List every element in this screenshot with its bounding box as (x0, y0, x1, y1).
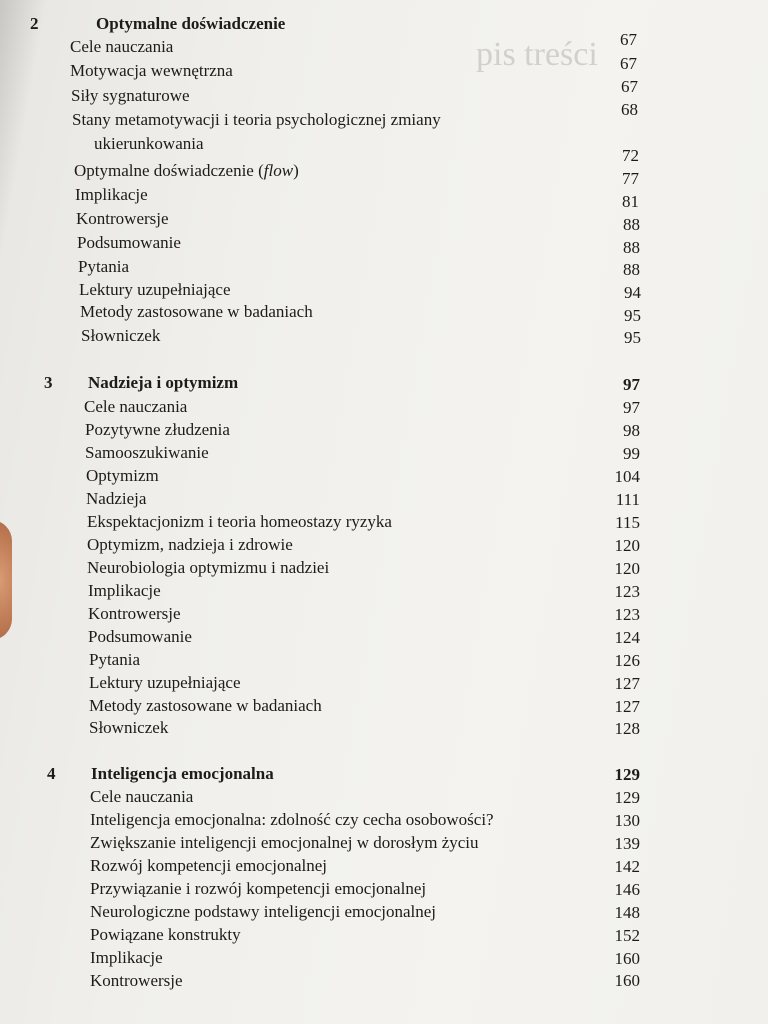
chapter-title: Optymalne doświadczenie (96, 14, 286, 33)
entry-title: Neurologiczne podstawy inteligencji emocjonalnej (90, 902, 437, 921)
toc-entry (90, 833, 479, 853)
entry-title: Implikacje (75, 185, 148, 204)
entry-title: Inteligencja emocjonalna: zdolność czy cecha osobowości? (90, 810, 494, 829)
entry-page: 123 (614, 582, 640, 601)
chapter-heading (47, 764, 274, 784)
toc-entry (89, 673, 241, 693)
entry-title: Podsumowanie (77, 233, 181, 252)
chapter-title: Inteligencja emocjonalna (91, 764, 274, 783)
entry-title: Motywacja wewnętrzna (70, 61, 233, 80)
entry-title: Cele nauczania (70, 37, 174, 56)
chapter-title: Nadzieja i optymizm (88, 373, 239, 392)
entry-title: Pytania (89, 650, 140, 669)
toc-entry (90, 810, 494, 830)
toc-entry (88, 604, 181, 624)
entry-title: Siły sygnaturowe (71, 86, 190, 105)
entry-title: Nadzieja (86, 489, 147, 508)
show-through-heading: pis treści (476, 36, 598, 73)
entry-page: 68 (621, 100, 638, 119)
toc-entry (90, 925, 241, 945)
toc-entry (74, 161, 299, 181)
entry-title: Optymizm (86, 466, 159, 485)
entry-title: Pozytywne złudzenia (85, 420, 230, 439)
entry-title: Samooszukiwanie (85, 443, 209, 462)
entry-title: Słowniczek (89, 718, 169, 737)
toc-entry (90, 948, 163, 968)
entry-title: Podsumowanie (88, 627, 192, 646)
entry-page: 124 (614, 628, 640, 647)
entry-page: 104 (614, 467, 640, 486)
entry-page: 148 (614, 903, 640, 922)
toc-entry (70, 61, 233, 81)
entry-page: 97 (623, 398, 640, 417)
toc-entry (88, 581, 161, 601)
entry-title: Słowniczek (81, 326, 161, 345)
toc-entry (90, 902, 436, 922)
entry-page: 88 (623, 215, 640, 234)
entry-page: 128 (614, 719, 640, 738)
toc-entry (78, 257, 129, 277)
entry-page: 142 (614, 857, 640, 876)
toc-entry (70, 37, 173, 57)
entry-title-continuation: ukierunkowania (94, 134, 204, 153)
chapter-number: 2 (30, 14, 39, 33)
toc-entry (89, 650, 140, 670)
entry-page: 115 (615, 513, 640, 532)
entry-title: Kontrowersje (88, 604, 181, 623)
entry-page: 72 (622, 146, 639, 165)
entry-page: 127 (614, 697, 640, 716)
toc-entry (80, 302, 313, 322)
entry-title: Optymizm, nadzieja i zdrowie (87, 535, 293, 554)
toc-entry (81, 326, 160, 346)
chapter-heading (30, 14, 285, 34)
toc-entry (90, 879, 426, 899)
toc-entry (87, 512, 392, 532)
entry-page: 146 (614, 880, 640, 899)
chapter-page: 129 (614, 765, 640, 784)
entry-title: Neurobiologia optymizmu i nadziei (87, 558, 330, 577)
entry-page: 129 (614, 788, 640, 807)
entry-title: Przywiązanie i rozwój kompetencji emocjonalnej (90, 879, 427, 898)
entry-title: Ekspektacjonizm i teoria homeostazy ryzyka (87, 512, 392, 531)
entry-page: 127 (614, 674, 640, 693)
toc-entry (86, 466, 159, 486)
entry-page: 152 (614, 926, 640, 945)
entry-title: Lektury uzupełniające (89, 673, 241, 692)
entry-page: 81 (622, 192, 639, 211)
entry-page: 130 (614, 811, 640, 830)
entry-title: Kontrowersje (90, 971, 183, 990)
toc-entry (89, 696, 322, 716)
entry-page: 160 (614, 949, 640, 968)
toc-entry (86, 489, 146, 509)
entry-title: Pytania (78, 257, 129, 276)
toc-entry (85, 443, 209, 463)
toc-entry (84, 397, 187, 417)
chapter-page: 97 (623, 375, 640, 394)
entry-page: 120 (614, 559, 640, 578)
toc-entry (77, 233, 181, 253)
entry-title: Metody zastosowane w badaniach (89, 696, 322, 715)
toc-entry (90, 971, 183, 991)
toc-entry (90, 787, 193, 807)
entry-page: 95 (624, 306, 641, 325)
entry-title: Rozwój kompetencji emocjonalnej (90, 856, 327, 875)
entry-page: 95 (624, 328, 641, 347)
entry-page: 126 (614, 651, 640, 670)
entry-title: Lektury uzupełniające (79, 280, 231, 299)
entry-title: Cele nauczania (84, 397, 188, 416)
entry-page: 88 (623, 238, 640, 257)
toc-entry (89, 718, 168, 738)
toc-entry (72, 110, 441, 130)
entry-page: 67 (620, 54, 637, 73)
toc-entry (88, 627, 192, 647)
entry-page: 120 (614, 536, 640, 555)
toc-entry (71, 86, 190, 106)
toc-entry (79, 280, 231, 300)
entry-title: Powiązane konstrukty (90, 925, 241, 944)
entry-page: 94 (624, 283, 641, 302)
chapter-number: 4 (47, 764, 56, 783)
toc-entry (76, 209, 169, 229)
entry-title: Cele nauczania (90, 787, 194, 806)
toc-entry (85, 420, 230, 440)
entry-page: 88 (623, 260, 640, 279)
toc-entry (90, 856, 327, 876)
entry-page: 160 (614, 971, 640, 990)
entry-title: Implikacje (90, 948, 163, 967)
chapter-heading (44, 373, 238, 393)
chapter-number: 3 (44, 373, 53, 392)
entry-page: 99 (623, 444, 640, 463)
entry-title: Metody zastosowane w badaniach (80, 302, 313, 321)
toc-entry (75, 185, 148, 205)
entry-page: 139 (614, 834, 640, 853)
entry-page: 77 (622, 169, 639, 188)
entry-title: Kontrowersje (76, 209, 169, 228)
entry-page: 67 (620, 30, 637, 49)
entry-page: 111 (615, 490, 640, 509)
toc-entry (87, 558, 329, 578)
entry-page: 98 (623, 421, 640, 440)
entry-title: Stany metamotywacji i teoria psychologicznej zmiany (72, 110, 441, 129)
entry-title: Implikacje (88, 581, 161, 600)
toc-entry (87, 535, 293, 555)
entry-page: 123 (614, 605, 640, 624)
entry-page: 67 (621, 77, 638, 96)
entry-title: Optymalne doświadczenie (flow) (74, 161, 299, 180)
entry-title: Zwiększanie inteligencji emocjonalnej w dorosłym życiu (90, 833, 479, 852)
